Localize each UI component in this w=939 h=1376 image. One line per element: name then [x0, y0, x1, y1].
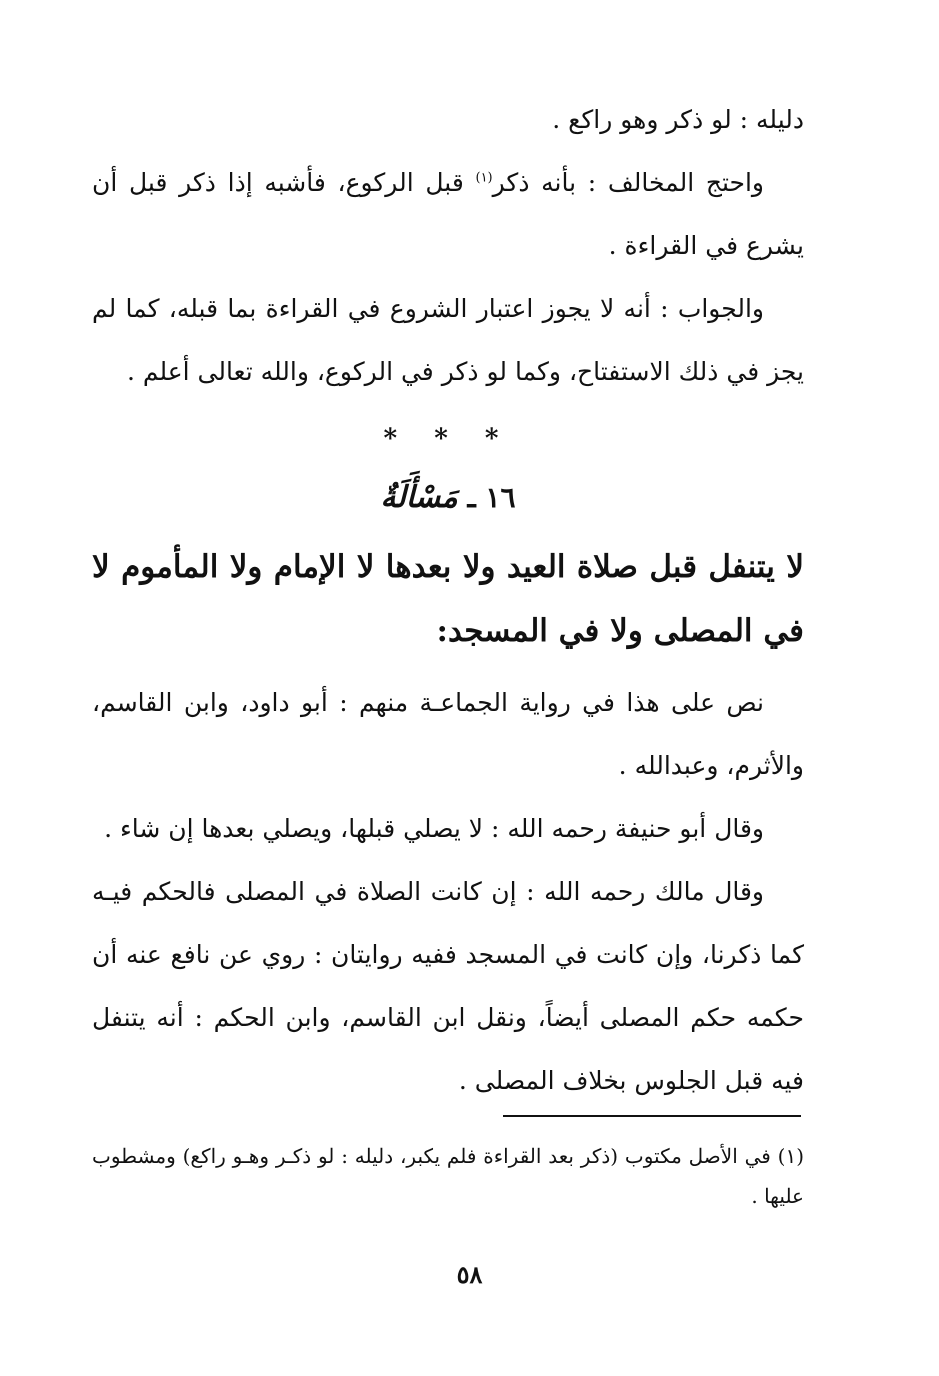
paragraph-evidence: دليله : لو ذكر وهو راكع .: [552, 105, 804, 134]
page-number: ٥٨: [456, 1260, 483, 1289]
paragraph-malik: وقال مالك رحمه الله : إن كانت الصلاة في المصلى فالحكم فيـه كما ذكرنا، وإن كانت في المسجد ففيه روايتان : روي عن نافع عنه أن حكمه حكم المصلى أيضاً، ونقل ابن القاسم، وابن الحكم : أنه يتنفل فيه قبل الجلوس بخلاف المصلى .: [92, 877, 804, 1095]
footnote-divider: [503, 1115, 801, 1117]
footnote-marker: (١): [777, 1144, 805, 1168]
issue-title: لا يتنفل قبل صلاة العيد ولا بعدها لا الإمام ولا المأموم لا في المصلى ولا في المسجد:: [92, 549, 804, 649]
paragraph-answer: والجواب : أنه لا يجوز اعتبار الشروع في القراءة بما قبله، كما لم يجز في ذلك الاستفتاح، وكما لو ذكر في الركوع، والله تعالى أعلم .: [92, 294, 804, 386]
paragraph-narration: نص على هذا في رواية الجماعـة منهم : أبو داود، وابن القاسم، والأثرم، وعبدالله .: [92, 688, 804, 780]
section-number: ١٦ ـ: [467, 481, 516, 514]
section-label: مَسْأَلَةٌ: [380, 480, 458, 515]
section-heading: [92, 467, 804, 529]
footnote: [92, 1136, 804, 1216]
paragraph-abu-hanifa: وقال أبو حنيفة رحمه الله : لا يصلي قبلها، ويصلي بعدها إن شاء .: [104, 814, 764, 843]
footnote-reference[interactable]: (١): [475, 170, 493, 186]
paragraph-opponent-argument: [92, 151, 804, 277]
footnote-text: في الأصل مكتوب (ذكر بعد القراءة فلم يكبر، دليله : لو ذكـر وهـو راكع) ومشطوب عليها .: [92, 1144, 804, 1208]
opponent-text-start: واحتج المخالف : بأنه ذكر: [492, 168, 764, 197]
opponent-text-end: قبل الركوع، فأشبه إذا ذكر قبل أن يشرع في القراءة .: [92, 168, 804, 260]
page-body: [92, 88, 804, 1112]
section-separator: * * *: [383, 424, 513, 454]
